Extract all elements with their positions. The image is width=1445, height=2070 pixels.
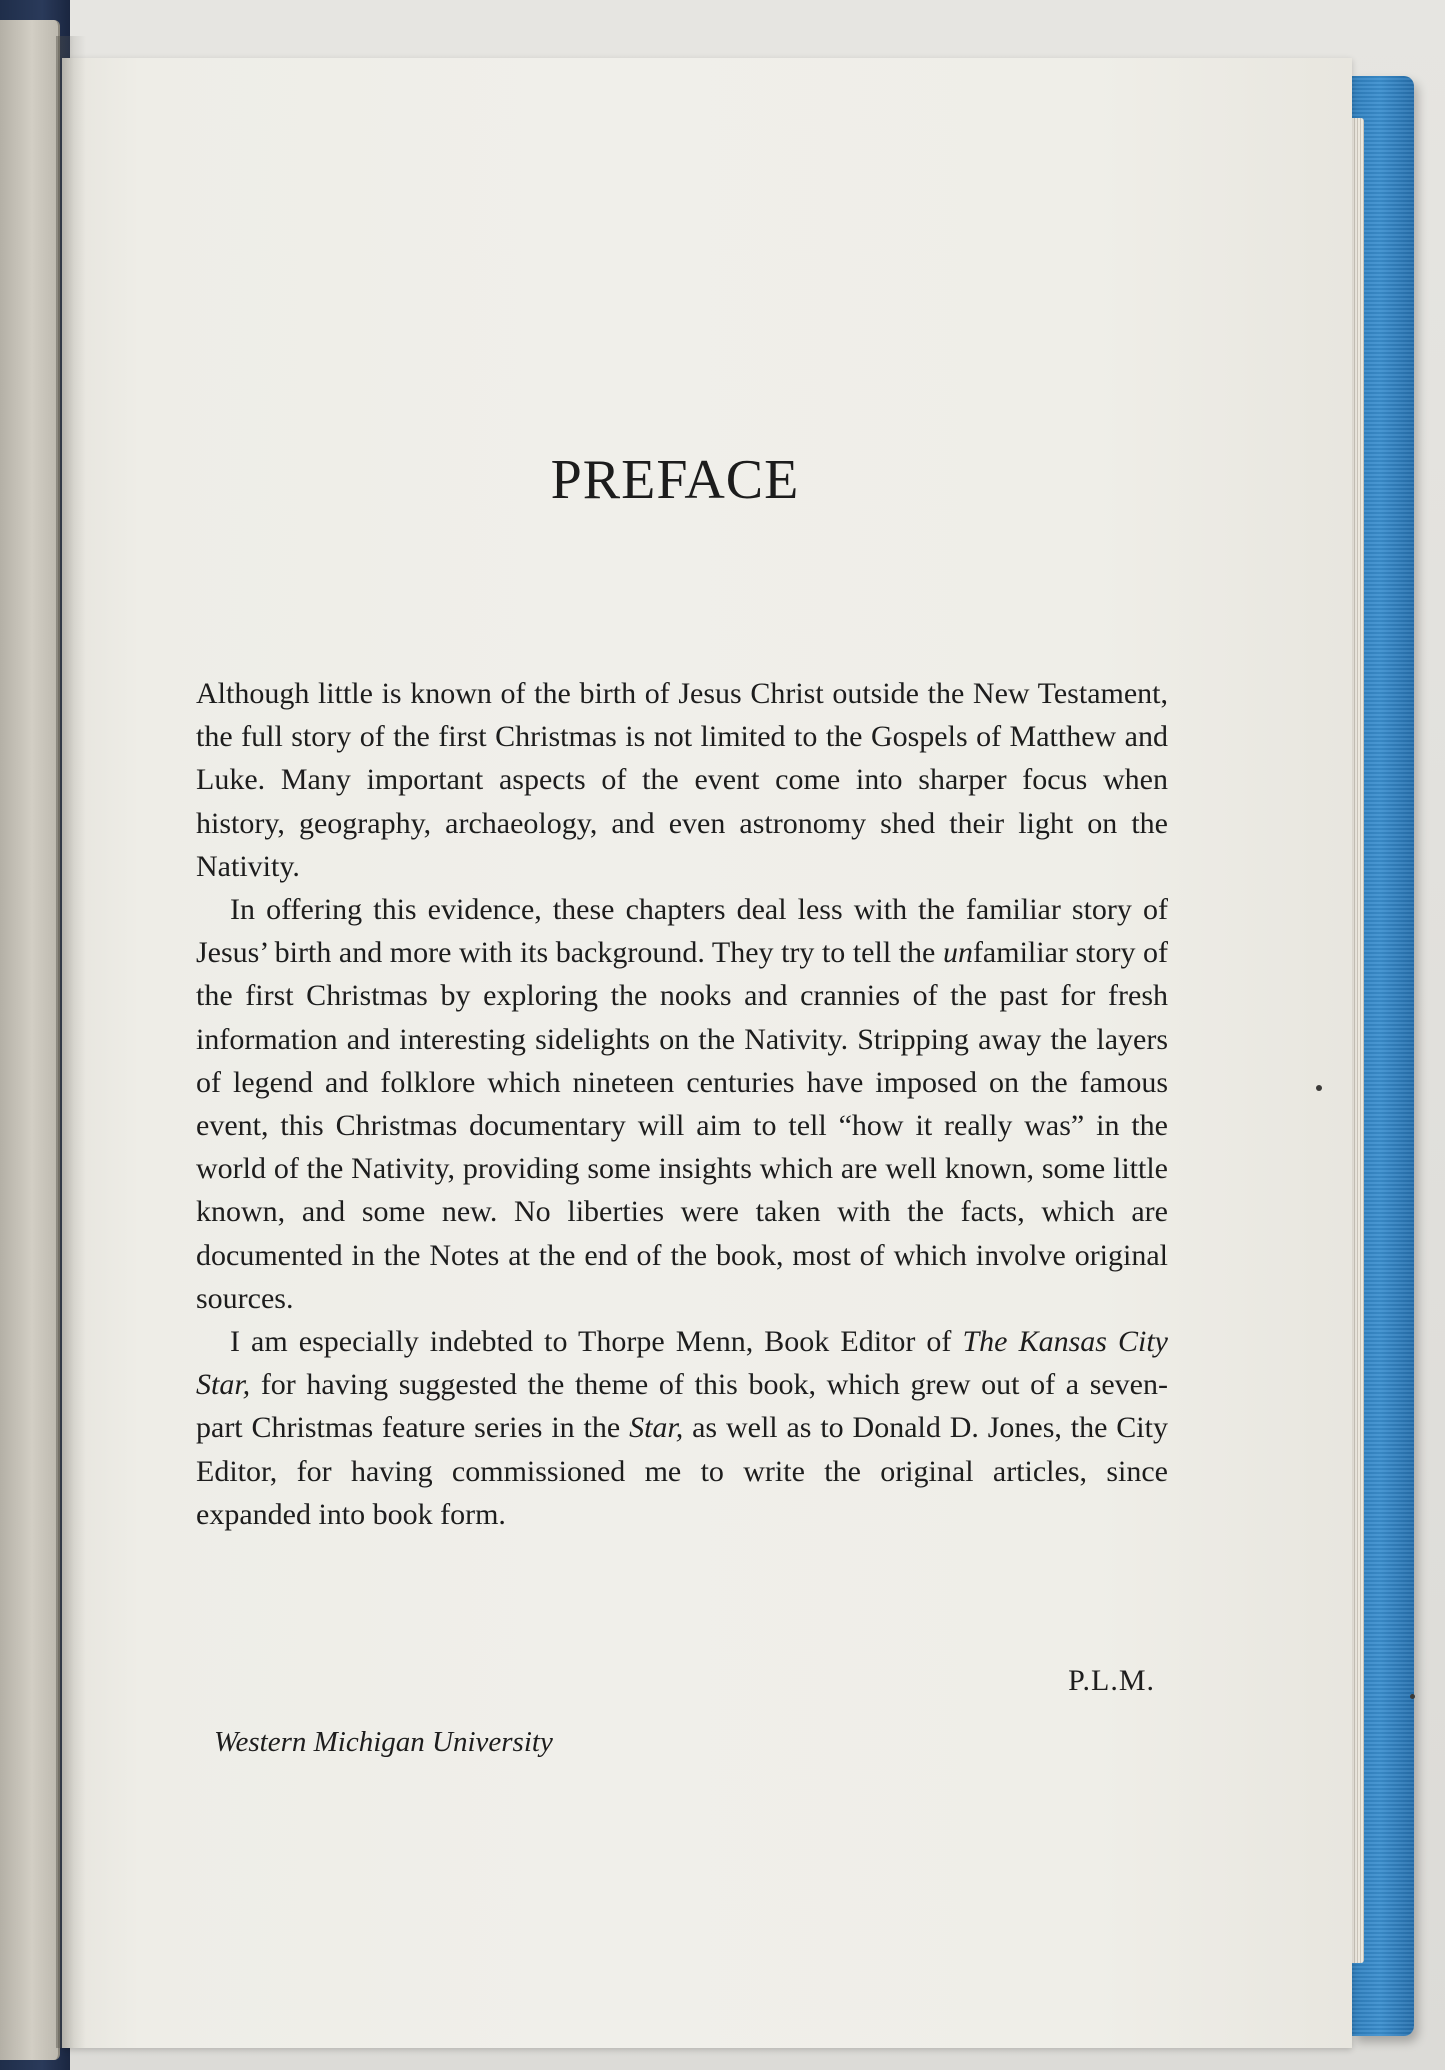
preface-paragraph <box>196 888 1168 1320</box>
author-initials: P.L.M. <box>1068 1664 1155 1697</box>
author-affiliation: Western Michigan University <box>214 1726 553 1758</box>
italic-text: Star, <box>629 1411 684 1445</box>
page-title: PREFACE <box>550 449 800 511</box>
left-page-edge <box>0 20 60 2060</box>
paragraph-text: for having suggested the theme of this book, which grew out of a seven-part Christmas feature series in the <box>196 1368 1168 1445</box>
paragraph-text: Although little is known of the birth of Jesus Christ outside the New Testament, the full story of the first Christmas is not limited to the Gospels of Matthew and Luke. Many important aspects of the event come into sharper focus when history, geography, archaeology, and even astronomy shed their light on the Nativity. <box>196 677 1168 883</box>
paragraph-text: I am especially indebted to Thorpe Menn, Book Editor of <box>230 1325 963 1359</box>
paragraph-text: In offering this evidence, these chapters deal less with the familiar story of Jesus’ birth and more with its background. They try to tell the <box>196 893 1168 970</box>
preface-body <box>196 672 1168 1536</box>
gutter-shadow <box>56 36 86 2048</box>
page-speck <box>1410 1694 1415 1699</box>
italic-text: The Kansas City Star, <box>196 1325 1168 1402</box>
paragraph-text: as well as to Donald D. Jones, the City Editor, for having commissioned me to write the original articles, since expanded into book form. <box>196 1411 1168 1531</box>
paragraph-text: familiar story of the first Christmas by exploring the nooks and crannies of the past for fresh information and interesting sidelights on the Nativity. Stripping away the layers of legend and folklore which nineteen centuries have imposed on the famous event, this Christmas documentary will aim to tell “how it really was” in the world of the Nativity, providing some insights which are well known, some little known, and some new. No liberties were taken with the facts, which are documented in the Notes at the end of the book, most of which involve original sources. <box>196 936 1168 1315</box>
page-speck <box>1316 1085 1322 1091</box>
preface-paragraph <box>196 672 1168 888</box>
preface-paragraph <box>196 1320 1168 1536</box>
italic-text: un <box>942 936 973 970</box>
